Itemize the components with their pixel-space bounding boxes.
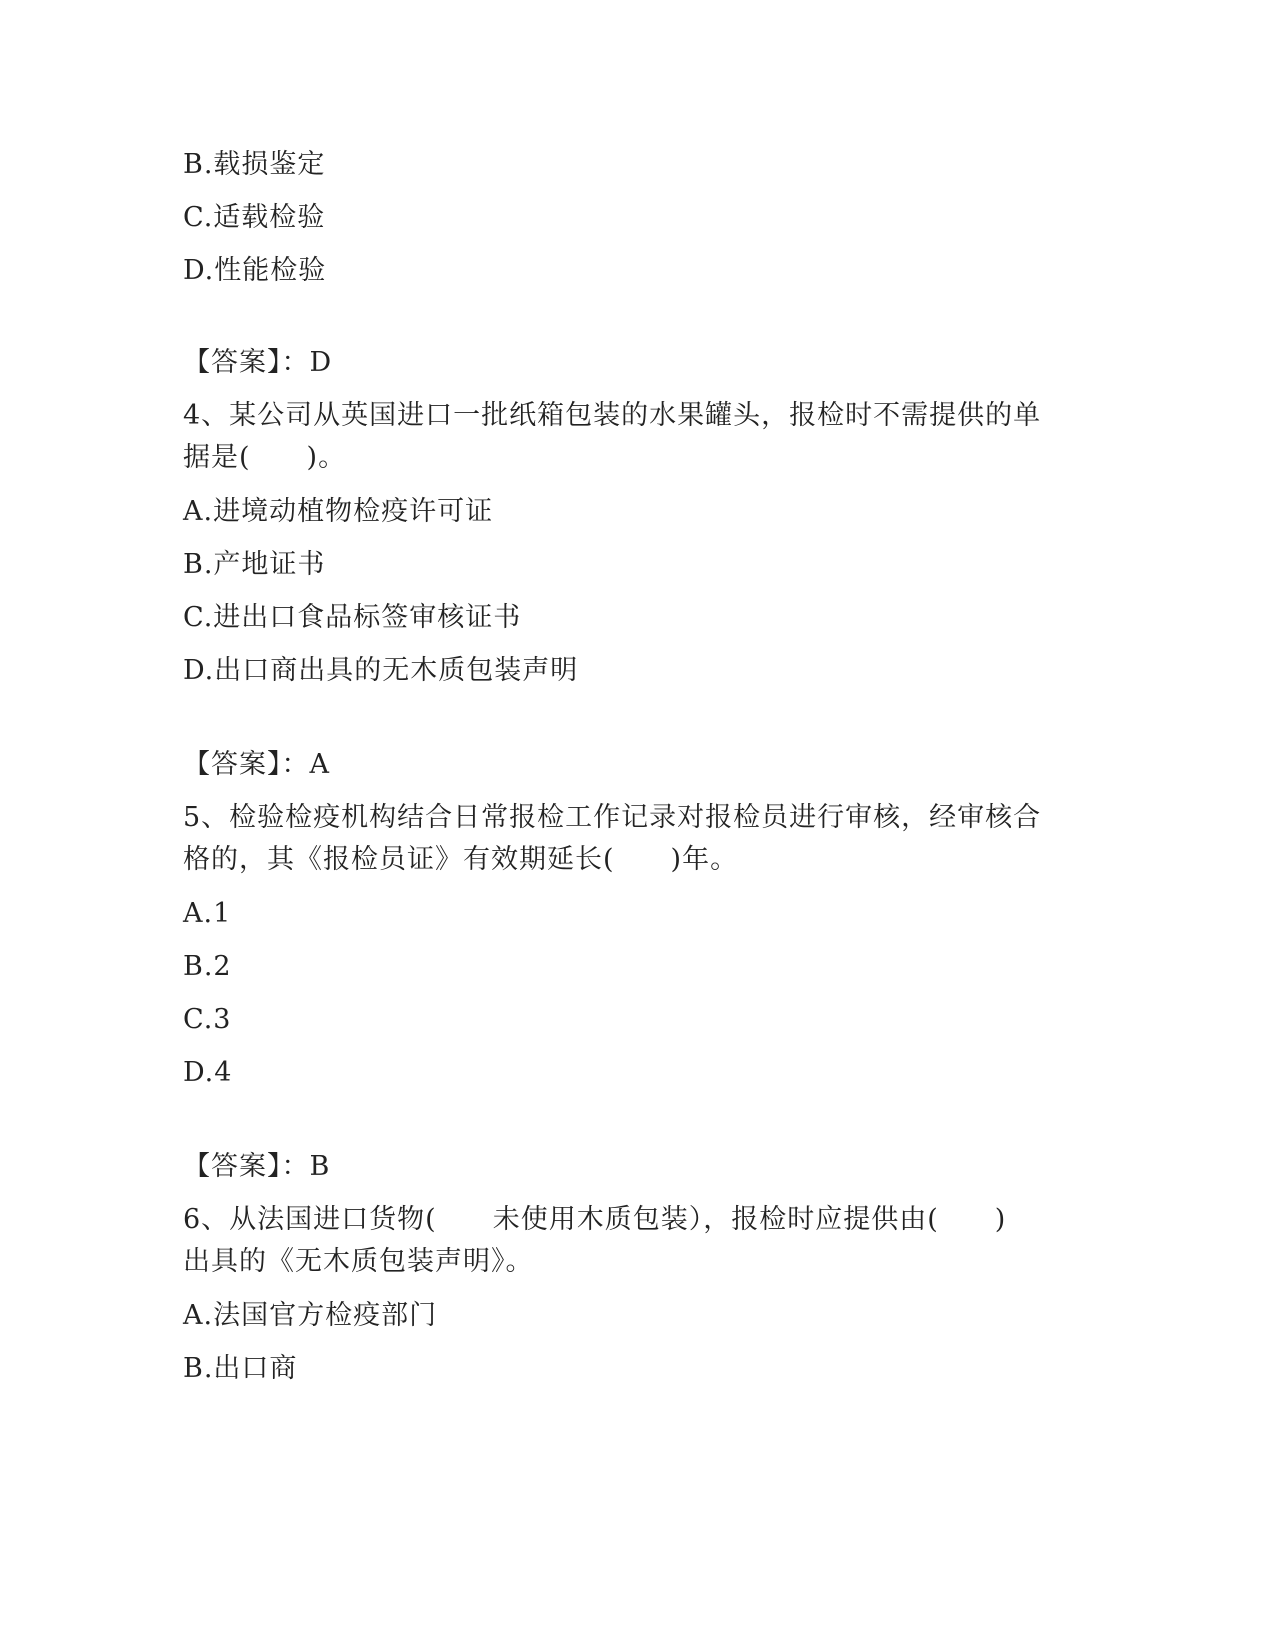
option-c: C.进出口食品标签审核证书 (183, 602, 522, 633)
question-4-text-cont: 据是( )。 (183, 442, 347, 473)
option-d: D.4 (183, 1057, 233, 1088)
option-b: B.产地证书 (183, 549, 326, 580)
option-a: A.1 (183, 898, 232, 929)
option-a: A.法国官方检疫部门 (183, 1300, 438, 1331)
answer-label: 【答案】：D (183, 347, 333, 378)
question-5-text: 5、检验检疫机构结合日常报检工作记录对报检员进行审核，经审核合 (183, 802, 1042, 833)
option-d: D.性能检验 (183, 255, 327, 286)
option-c: C.适载检验 (183, 202, 326, 233)
option-d: D.出口商出具的无木质包装声明 (183, 655, 579, 686)
question-6-text-cont: 出具的《无木质包装声明》。 (183, 1246, 534, 1277)
option-c: C.3 (183, 1004, 232, 1035)
answer-label: 【答案】：B (183, 1151, 331, 1182)
option-b: B.出口商 (183, 1353, 298, 1384)
question-6-text: 6、从法国进口货物( 未使用木质包装），报检时应提供由( ) (183, 1204, 1007, 1235)
option-a: A.进境动植物检疫许可证 (183, 496, 494, 527)
option-b: B.2 (183, 951, 232, 982)
option-b: B.载损鉴定 (183, 149, 326, 180)
question-4-text: 4、某公司从英国进口一批纸箱包装的水果罐头，报检时不需提供的单 (183, 400, 1042, 431)
answer-label: 【答案】：A (183, 749, 330, 780)
question-5-text-cont: 格的，其《报检员证》有效期延长( )年。 (183, 844, 739, 875)
